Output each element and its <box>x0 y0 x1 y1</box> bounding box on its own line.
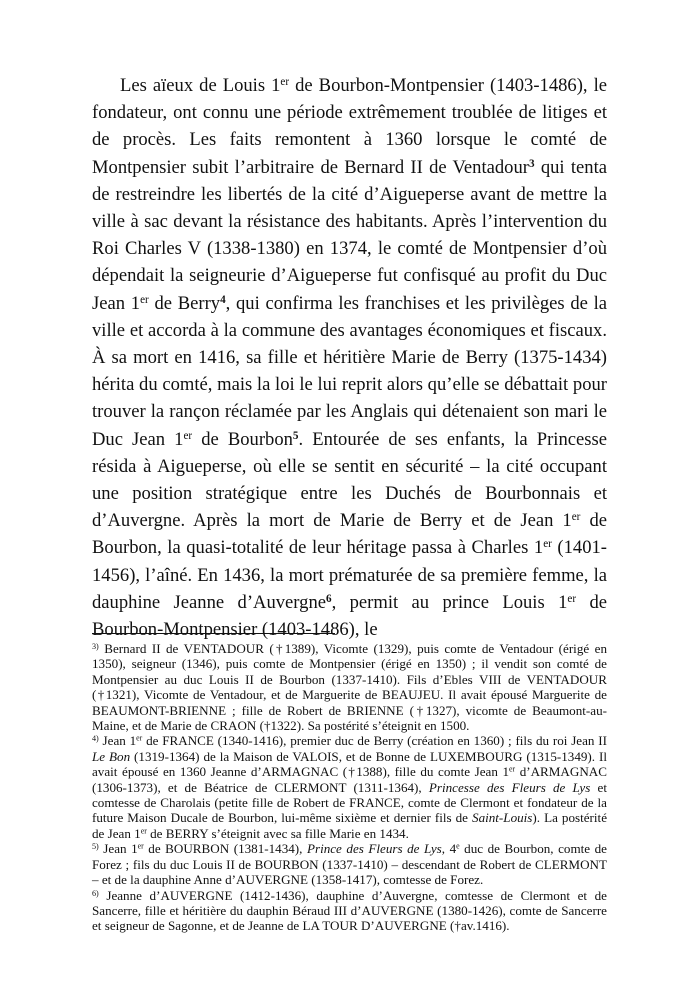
footnote-text: duc de Bourbon, comte de Forez ; fils du duc Louis II de BOURBON (1337-1410) – descendant de Robert de CLERMONT – et de la dauphine Anne d’AUVERGNE (1358-1417), comtesse de Forez. <box>92 841 607 888</box>
body-paragraph <box>92 72 607 643</box>
superscript: er <box>567 592 577 605</box>
footnote-4 <box>92 733 607 841</box>
text-run: qui tenta de restreindre les libertés de la cité d’Aigueperse avant de mettre la ville à sac devant la résistance des habitants. Après l’intervention du Roi Charles V (1338-1380) en 1374, le comté de Montpensier d’où dépendait la seigneurie d’Aigueperse fut confisqué au profit du Duc Jean 1 <box>92 156 607 314</box>
text-run: de Bourbon-Montpensier (1403-1486), le <box>92 591 607 641</box>
superscript: er <box>509 764 516 774</box>
footnote-text: de BOURBON (1381-1434), <box>143 841 307 857</box>
superscript: er <box>571 511 581 524</box>
footnote-ref-5[interactable]: 5 <box>292 429 299 442</box>
footnote-text: Jean 1 <box>98 841 138 857</box>
text-run: de Bourbon <box>192 428 293 450</box>
superscript: er <box>280 75 290 88</box>
footnote-ref-6[interactable]: 6 <box>326 592 332 605</box>
footnote-text: ). La postérité de Jean 1 <box>92 810 608 841</box>
superscript: er <box>140 826 147 836</box>
footnotes <box>92 641 607 934</box>
footnote-ref-3[interactable]: 3 <box>528 157 535 170</box>
superscript: er <box>136 734 143 744</box>
footnote-italic: Le Bon <box>92 748 131 764</box>
footnote-text: , 4 <box>441 841 457 857</box>
footnote-italic: Prince des Fleurs de Lys <box>306 841 442 857</box>
footnote-number: 5) <box>92 842 99 852</box>
footnote-number: 4) <box>92 734 99 744</box>
text-run: , permit au prince Louis 1 <box>331 591 568 613</box>
text-run: (1401-1456), l’aîné. En 1436, la mort prématurée de sa première femme, la dauphine Jeanne d’Auvergne <box>92 537 607 613</box>
superscript: er <box>183 429 193 442</box>
text-run: de Bourbon-Montpensier (1403-1486), le fondateur, ont connu une période extrêmement troublée de litiges et de procès. Les faits remontent à 1360 lorsque le comté de Montpensier subit l’arbitraire de Bernard II de Ventadour <box>92 75 607 178</box>
footnote-text: Jean 1 <box>98 733 137 749</box>
footnote-text: de BERRY s’éteignit avec sa fille Marie en 1434. <box>146 825 409 841</box>
footnote-text: Jeanne d’AUVERGNE (1412-1436), dauphine d’Auvergne, comtesse de Clermont et de Sancerre, fille et héritière du dauphin Béraud III d’AUVERGNE (1380-1426), comte de Sancerre et seigneur de Sagonne, et de Jeanne de LA TOUR D’AUVERGNE (†av.1416). <box>92 887 607 934</box>
superscript: er <box>140 293 149 306</box>
footnote-6 <box>92 888 607 934</box>
superscript: er <box>543 538 552 551</box>
footnote-ref-4[interactable]: 4 <box>220 293 226 306</box>
footnote-text: et comtesse de Charolais (petite fille de Robert de FRANCE, comte de Clermont et fondateur de la future Maison Ducale de Bourbon, lui-même sixième et dernier fils de <box>92 779 607 826</box>
text-run: . Entourée de ses enfants, la Princesse résida à Aigueperse, où elle se sentit en sécurité – la cité occupant une position stratégique entre les Duchés de Bourbonnais et d’Auvergne. Après la mort de Marie de Berry et de Jean 1 <box>92 428 607 532</box>
text-run: Les aïeux de Louis 1 <box>120 75 281 96</box>
text-run: de Berry <box>148 292 221 314</box>
footnote-text: de FRANCE (1340-1416), premier duc de Berry (création en 1360) ; fils du roi Jean II <box>142 733 607 749</box>
superscript: e <box>456 841 460 851</box>
main-text-block <box>92 72 607 643</box>
footnote-separator <box>92 633 335 634</box>
text-run: de Bourbon, la quasi-totalité de leur héritage passa à Charles 1 <box>92 510 608 559</box>
text-run: , qui confirma les franchises et les privilèges de la ville et accorda à la commune des avantages économiques et fiscaux. À sa mort en 1416, sa fille et héritière Marie de Berry (1375-1434) hérita du comté, mais la loi le lui reprit alors qu’elle se débattait pour trouver la rançon réclamée par les Anglais qui détenaient son mari le Duc Jean 1 <box>92 292 608 450</box>
footnote-number: 3) <box>92 641 99 651</box>
footnote-text: d’ARMAGNAC (1306-1373), et de Béatrice de CLERMONT (1311-1364), <box>92 764 607 795</box>
footnote-5 <box>92 841 607 887</box>
footnote-text: (1319-1364) de la Maison de VALOIS, et de Bonne de LUXEMBOURG (1315-1349). Il avait épousé en 1360 Jeanne d’ARMAGNAC (†1388), fille du comte Jean 1 <box>92 748 607 780</box>
footnote-italic: Saint-Louis <box>472 810 533 826</box>
footnote-number: 6) <box>92 888 99 898</box>
footnote-text: Bernard II de VENTADOUR (†1389), Vicomte (1329), puis comte de Ventadour (érigé en 1350), seigneur (1346), puis comte de Montpensier (érigé en 1350) ; il vendit son comté de Montpensier au duc Louis II de Bourbon (1337-1410). Fils d’Ebles VIII de VENTADOUR (†1321), Vicomte de Ventadour, et de Marguerite de BEAUJEU. Il avait épousé Marguerite de BEAUMONT-BRIENNE ; fille de Robert de BRIENNE (†1327), vicomte de Beaumont-au-Maine, et de Marie de CRAON (†1322). Sa postérité s’éteignit en 1500. <box>92 641 607 734</box>
footnote-italic: Princesse des Fleurs de Lys <box>428 779 591 795</box>
footnote-3 <box>92 641 607 733</box>
superscript: er <box>137 841 144 851</box>
